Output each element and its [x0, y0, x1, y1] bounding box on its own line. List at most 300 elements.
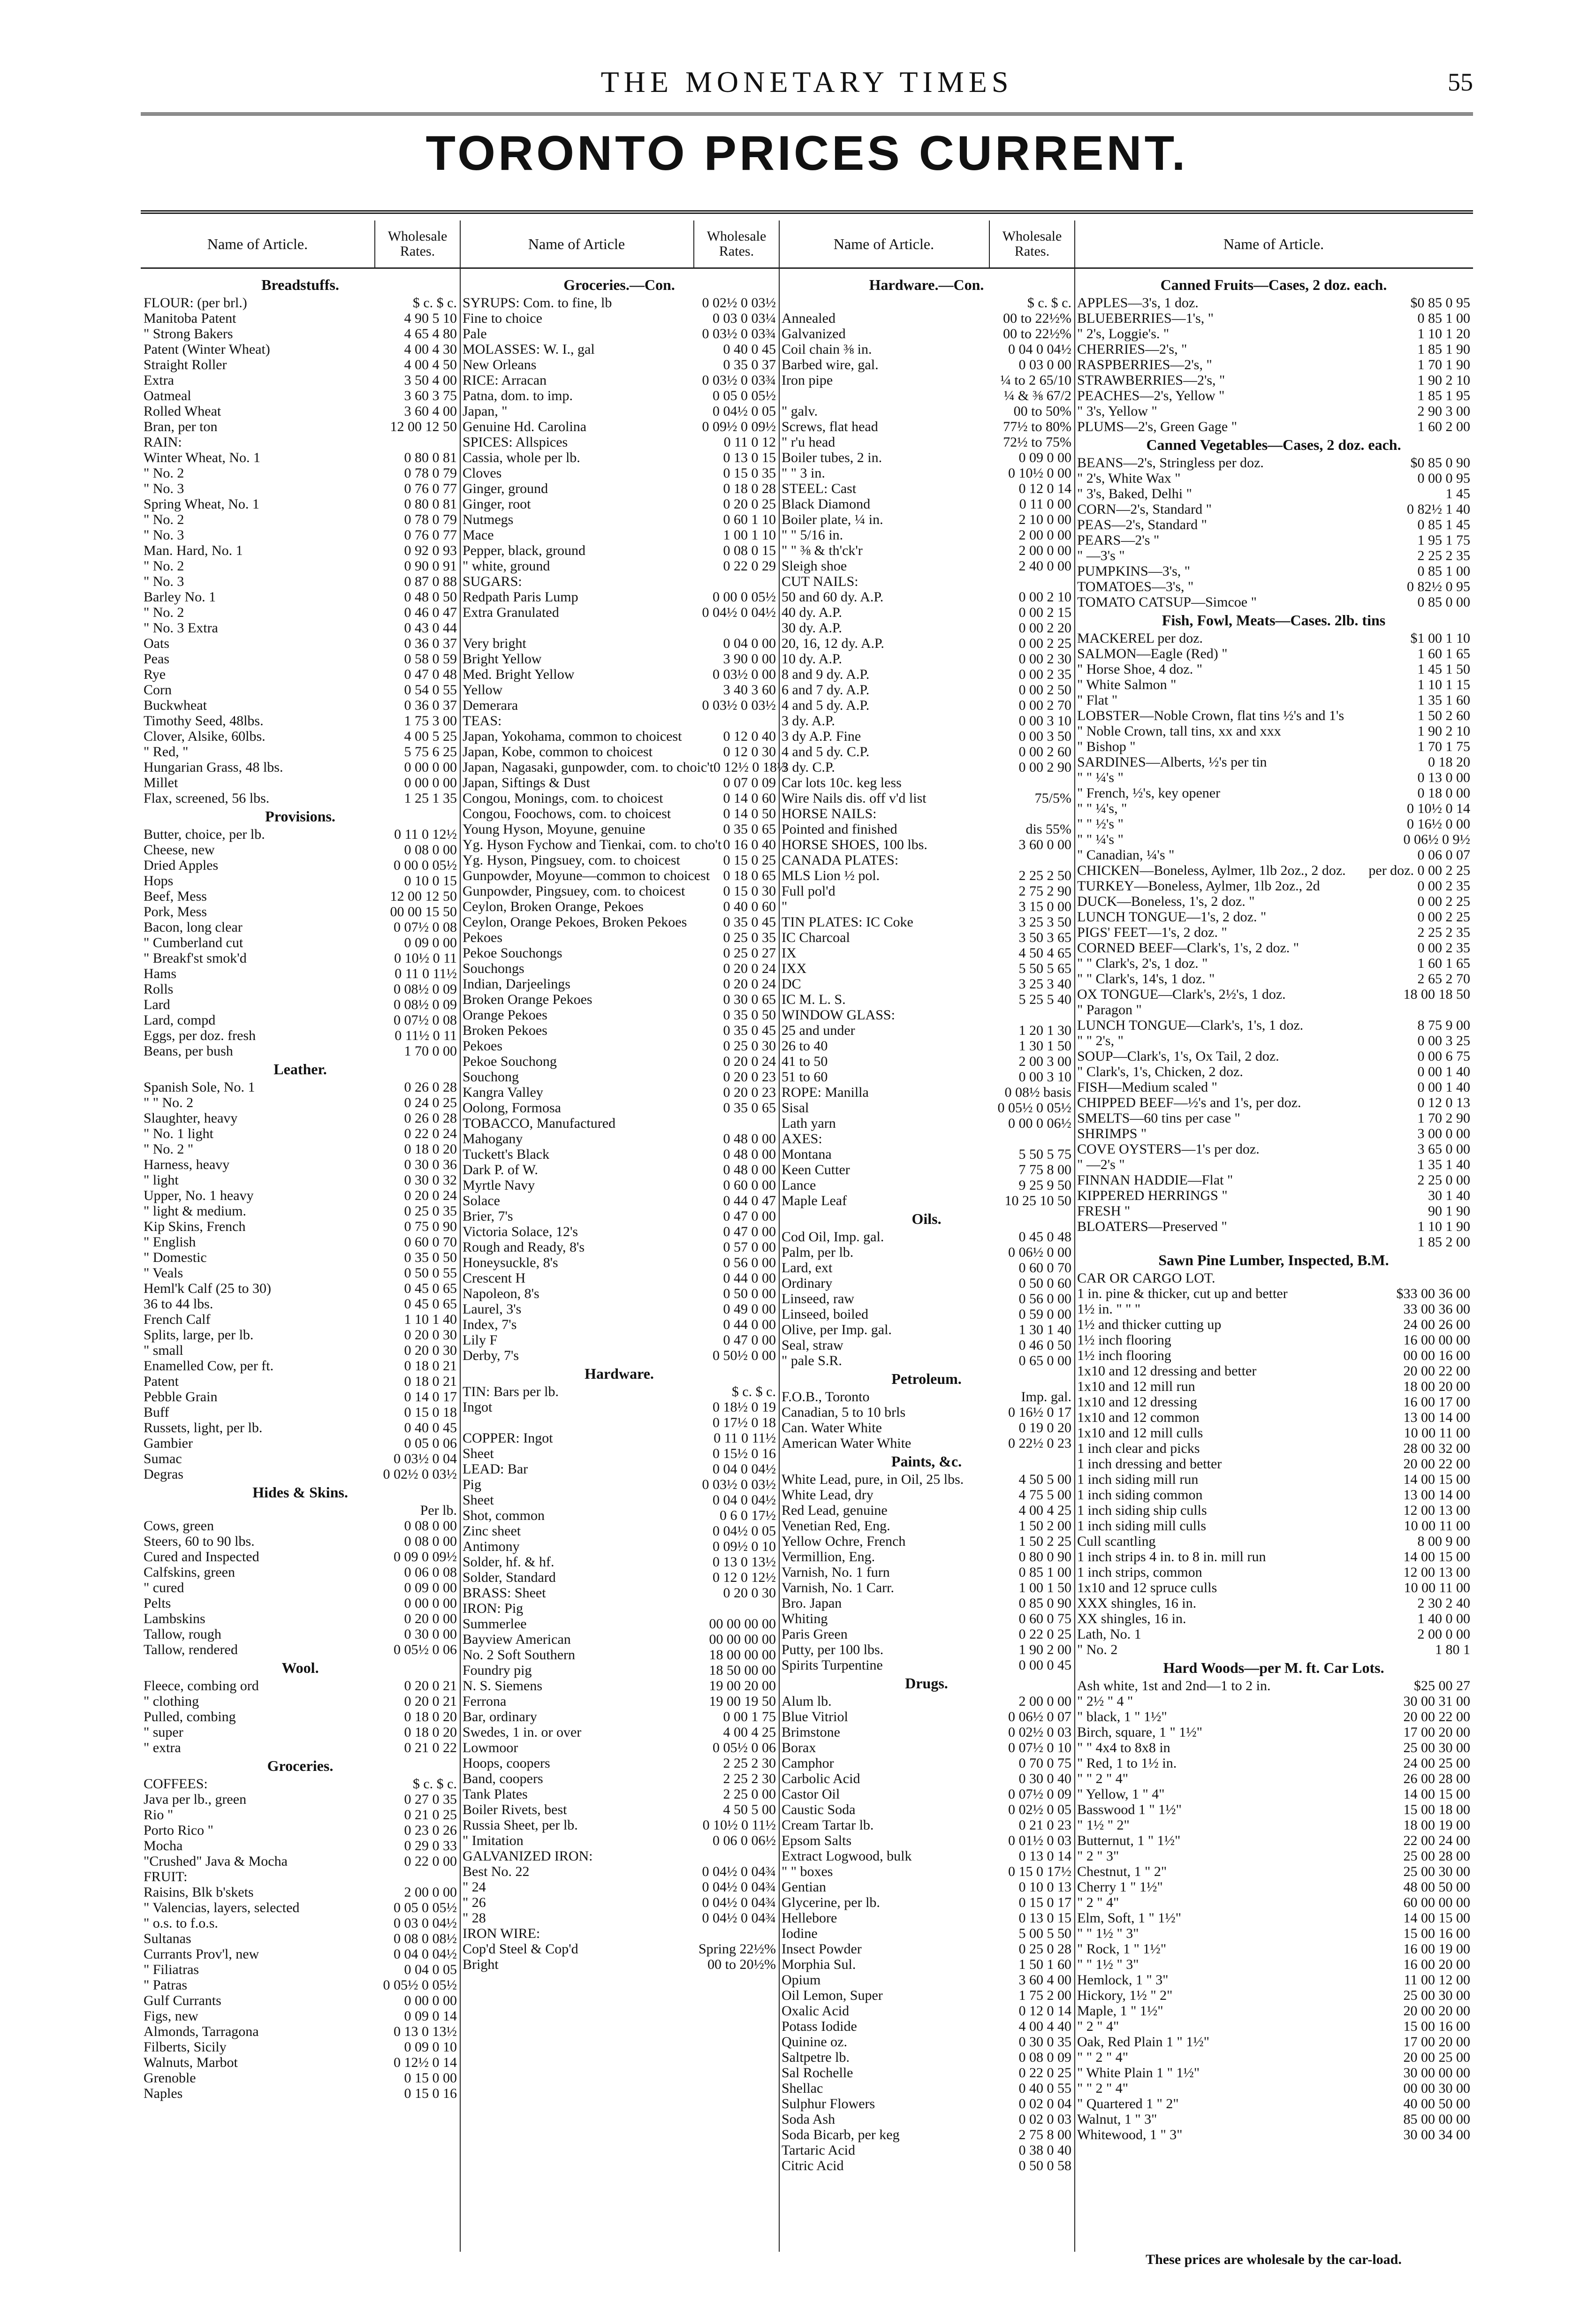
price-row: [141, 1838, 460, 1853]
section-title: Canned Fruits—Cases, 2 doz. each.: [1160, 276, 1387, 293]
price-row: [141, 450, 460, 465]
article-name: Ash white, 1st and 2nd—1 to 2 in.: [1077, 1678, 1271, 1694]
article-name: Manitoba Patent: [144, 311, 236, 326]
price-row: [779, 1306, 1074, 1322]
wholesale-rate: 0 20 0 24: [723, 961, 776, 976]
article-name: Boiler tubes, 2 in.: [782, 450, 882, 465]
price-row: [460, 1069, 779, 1085]
rate-header: Wholesale Rates.: [693, 220, 779, 267]
wholesale-rate: 0 15 0 18: [404, 1405, 457, 1420]
article-name: Naples: [144, 2086, 183, 2101]
wholesale-rate: 0 58 0 59: [404, 651, 457, 667]
wholesale-rate: 4 00 4 50: [404, 357, 457, 372]
article-name: " No. 2: [144, 558, 184, 574]
wholesale-rate: 0 00 3 10: [1018, 1069, 1071, 1085]
price-row: [460, 1162, 779, 1177]
wholesale-rate: [987, 806, 1074, 821]
price-row: [141, 1977, 460, 1993]
price-row: [779, 1771, 1074, 1786]
article-name: Clover, Alsike, 60lbs.: [144, 729, 266, 744]
price-row: [1074, 1755, 1473, 1771]
price-row: [460, 1461, 779, 1477]
price-row: [460, 930, 779, 945]
price-row: [1074, 1833, 1473, 1848]
price-row: [779, 1786, 1074, 1802]
wholesale-rate: 16 00 20 00: [1403, 1957, 1470, 1972]
article-name: IC M. L. S.: [782, 992, 846, 1007]
section-title: Fish, Fowl, Meats—Cases. 2lb. tins: [1162, 611, 1386, 629]
price-row: [779, 1580, 1074, 1595]
wholesale-rate: 26 00 28 00: [1403, 1771, 1470, 1786]
wholesale-rate: 0 30 0 35: [1018, 2034, 1071, 2050]
wholesale-rate: dis 55%: [1025, 821, 1071, 837]
price-row: [460, 481, 779, 496]
wholesale-rate: 3 15 0 00: [1018, 899, 1071, 914]
article-name: 1 inch siding ship culls: [1077, 1503, 1207, 1518]
price-row: [141, 919, 460, 935]
wholesale-rate: 0 20 0 25: [723, 496, 776, 512]
article-name: Japan, Nagasaki, gunpowder, com. to choic't: [463, 759, 714, 775]
article-name: 26 to 40: [782, 1038, 828, 1054]
wholesale-rate: 20 00 22 00: [1403, 1363, 1470, 1379]
wholesale-rate: 1 10 1 15: [1417, 677, 1470, 692]
article-name: Hungarian Grass, 48 lbs.: [144, 759, 283, 775]
price-row: [141, 1915, 460, 1931]
article-name: " —3's ": [1077, 548, 1125, 563]
wholesale-rate: 30 00 34 00: [1403, 2127, 1470, 2142]
article-name: Extra: [144, 372, 174, 388]
price-row: [1074, 342, 1473, 357]
price-row: [460, 1802, 779, 1817]
article-name: 25 and under: [782, 1023, 855, 1038]
wholesale-rate: 0 80 0 90: [1018, 1549, 1071, 1565]
price-row: [1074, 517, 1473, 532]
wholesale-rate: 0 00 3 25: [1417, 1033, 1470, 1048]
article-name: [779, 388, 987, 403]
price-row: [141, 2055, 460, 2070]
wholesale-rate: 0 05½ 0 05½: [997, 1100, 1071, 1116]
article-name: Pekoe Souchong: [463, 1054, 557, 1069]
price-row: [141, 589, 460, 605]
wholesale-rate: 12 00 13 00: [1403, 1503, 1470, 1518]
rate-header: Wholesale Rates.: [374, 220, 460, 267]
price-row: [779, 790, 1074, 806]
wholesale-rate: 2 00 0 00: [1018, 1694, 1071, 1709]
wholesale-rate: 1 10 1 20: [1417, 326, 1470, 342]
price-row: [141, 543, 460, 558]
wholesale-rate: 0 02½ 0 05: [1008, 1802, 1071, 1817]
wholesale-rate: 0 11 0 00: [1019, 496, 1071, 512]
price-row: [141, 481, 460, 496]
price-row: [779, 295, 1074, 311]
article-name: Patent: [144, 1374, 179, 1389]
price-row: [460, 744, 779, 759]
wholesale-rate: 0 60 0 00: [723, 1177, 776, 1193]
price-row: [141, 1626, 460, 1642]
column-header: [141, 220, 460, 269]
section-heading: [460, 274, 779, 295]
article-name: Tuckett's Black: [463, 1147, 550, 1162]
article-name: " No. 3: [144, 527, 184, 543]
article-name: Insect Powder: [782, 1941, 862, 1957]
wholesale-rate: 0 85 1 00: [1018, 1565, 1071, 1580]
price-row: [141, 729, 460, 744]
price-row: [141, 342, 460, 357]
wholesale-rate: 0 82½ 1 40: [1407, 501, 1470, 517]
price-row: [141, 744, 460, 759]
wholesale-rate: 4 75 5 00: [1018, 1487, 1071, 1503]
wholesale-rate: 0 18 0 00: [1417, 785, 1470, 801]
article-name: " " Clark's, 14's, 1 doz. ": [1077, 971, 1215, 987]
wholesale-rate: 0 17½ 0 18: [713, 1415, 776, 1430]
price-row: [1074, 987, 1473, 1002]
wholesale-rate: 1 85 2 00: [1417, 1234, 1470, 1250]
article-name: LEAD: Bar: [463, 1461, 528, 1477]
wholesale-rate: 2 10 0 00: [1018, 512, 1071, 527]
article-name: 3 dy. C.P.: [782, 759, 835, 775]
article-name: 1 inch clear and picks: [1077, 1441, 1200, 1456]
wholesale-rate: 18 00 19 00: [1403, 1817, 1470, 1833]
wholesale-rate: 15 00 16 00: [1403, 1926, 1470, 1941]
price-row: [779, 1802, 1074, 1817]
price-row: [460, 1895, 779, 1910]
wholesale-rate: 0 85 0 00: [1417, 594, 1470, 610]
price-row: [141, 1141, 460, 1157]
wholesale-rate: 0 00 0 00: [404, 759, 457, 775]
article-name: SPICES: Allspices: [463, 434, 568, 450]
wholesale-rate: 0 00 2 70: [1018, 698, 1071, 713]
price-row: [1074, 1503, 1473, 1518]
price-row: [1074, 1694, 1473, 1709]
price-row: [141, 1203, 460, 1219]
price-row: [141, 403, 460, 419]
wholesale-rate: 0 45 0 48: [1018, 1229, 1071, 1245]
article-name: Winter Wheat, No. 1: [144, 450, 260, 465]
wholesale-rate: 2 00 0 00: [1417, 1626, 1470, 1642]
wholesale-rate: 2 75 8 00: [1018, 2127, 1071, 2142]
wholesale-rate: 20 00 25 00: [1403, 2050, 1470, 2065]
article-name: Red Lead, genuine: [782, 1503, 888, 1518]
article-name: Cop'd Steel & Cop'd: [463, 1941, 578, 1957]
article-name: " Veals: [144, 1265, 183, 1281]
wholesale-rate: 0 60 0 70: [404, 1234, 457, 1250]
price-row: [779, 1518, 1074, 1534]
section-title: Petroleum.: [891, 1370, 962, 1387]
wholesale-rate: 0 06 0 07: [1417, 847, 1470, 863]
price-row: [779, 1988, 1074, 2003]
price-row: [779, 2158, 1074, 2173]
price-row: [460, 1585, 779, 1601]
wholesale-rate: 0 00 2 25: [1417, 894, 1470, 909]
price-row: [779, 465, 1074, 481]
price-row: [141, 2086, 460, 2101]
wholesale-rate: 0 30 0 65: [723, 992, 776, 1007]
section-heading: [1074, 1250, 1473, 1270]
article-name: 1 inch siding mill run: [1077, 1472, 1199, 1487]
article-name: 1½ in. " " ": [1077, 1301, 1141, 1317]
wholesale-rate: 0 92 0 93: [404, 543, 457, 558]
article-name: OX TONGUE—Clark's, 2½'s, 1 doz.: [1077, 987, 1286, 1002]
article-name: Extract Logwood, bulk: [782, 1848, 912, 1864]
article-name: Cream Tartar lb.: [782, 1817, 874, 1833]
price-row: [141, 1611, 460, 1626]
wholesale-rate: 0 85 1 00: [1417, 311, 1470, 326]
price-row: [141, 1724, 460, 1740]
price-row: [1074, 532, 1473, 548]
wholesale-rate: $ c. $ c.: [1027, 295, 1071, 311]
wholesale-rate: 2 65 2 70: [1417, 971, 1470, 987]
article-name: SUGARS:: [463, 574, 522, 589]
wholesale-rate: 0 35 0 45: [723, 1023, 776, 1038]
article-name: 1 in. pine & thicker, cut up and better: [1077, 1286, 1288, 1301]
price-row: [460, 1771, 779, 1786]
article-name: TURKEY—Boneless, Aylmer, 1lb 2oz., 2d: [1077, 878, 1320, 894]
article-name: TIN: Bars per lb.: [463, 1384, 559, 1399]
article-name: " 24: [463, 1879, 486, 1895]
wholesale-rate: 0 45 0 65: [404, 1296, 457, 1312]
wholesale-rate: 1 70 0 00: [404, 1043, 457, 1059]
article-name: PEACHES—2's, Yellow ": [1077, 388, 1225, 403]
wholesale-rate: 0 03 0 04½: [394, 1915, 457, 1931]
price-row: [460, 1415, 779, 1430]
price-row: [460, 1941, 779, 1957]
price-row: [1074, 1740, 1473, 1755]
price-row: [1074, 1802, 1473, 1817]
wholesale-rate: 0 20 0 30: [404, 1327, 457, 1343]
article-name: Lambskins: [144, 1611, 205, 1626]
wholesale-rate: 3 90 0 00: [723, 651, 776, 667]
price-row: [779, 759, 1074, 775]
price-row: [141, 1095, 460, 1110]
price-row: [779, 1100, 1074, 1116]
article-name: Patent (Winter Wheat): [144, 342, 270, 357]
price-list: [1074, 269, 1473, 2142]
article-name: Bacon, long clear: [144, 919, 243, 935]
price-row: [1074, 1332, 1473, 1348]
price-row: [1074, 1095, 1473, 1110]
wholesale-rate: 1 85 1 95: [1417, 388, 1470, 403]
wholesale-rate: 4 00 4 25: [1018, 1503, 1071, 1518]
article-name: " Yellow, 1 " 4": [1077, 1786, 1165, 1802]
wholesale-rate: 00 00 00 00: [709, 1616, 776, 1632]
article-name: Japan, Kobe, common to choicest: [463, 744, 653, 759]
article-name: " light & medium.: [144, 1203, 246, 1219]
wholesale-rate: 0 00 2 25: [1417, 909, 1470, 925]
article-name: Russets, light, per lb.: [144, 1420, 263, 1435]
price-row: [779, 1848, 1074, 1864]
article-name: Coil chain ⅜ in.: [782, 342, 872, 357]
price-row: [779, 589, 1074, 605]
article-name: " 3's, Yellow ": [1077, 403, 1157, 419]
wholesale-rate: 0 03½ 0 00: [713, 667, 776, 682]
price-row: [460, 1616, 779, 1632]
price-row: [460, 790, 779, 806]
article-name: " Rock, 1 " 1½": [1077, 1941, 1167, 1957]
price-row: [779, 992, 1074, 1007]
wholesale-rate: 0 26 0 28: [404, 1079, 457, 1095]
wholesale-rate: 0 82½ 0 95: [1407, 579, 1470, 594]
price-row: [141, 1776, 460, 1792]
price-row: [460, 1786, 779, 1802]
section-title: Provisions.: [265, 807, 335, 825]
article-name: SALMON—Eagle (Red) ": [1077, 646, 1228, 661]
price-row: [779, 729, 1074, 744]
wholesale-rate: 0 15 0 17½: [1008, 1864, 1071, 1879]
price-row: [779, 1337, 1074, 1353]
price-row: [460, 1399, 779, 1415]
article-name: COPPER: Ingot: [463, 1430, 553, 1446]
price-row: [1074, 754, 1473, 770]
column-divider: [1074, 220, 1075, 2252]
wholesale-rate: ¼ to 2 65/10: [1000, 372, 1071, 388]
wholesale-rate: 5 25 5 40: [1018, 992, 1071, 1007]
price-row: [460, 589, 779, 605]
price-row: [460, 1817, 779, 1833]
article-name: Cows, green: [144, 1518, 214, 1534]
wholesale-rate: 0 48 0 00: [723, 1147, 776, 1162]
article-name: 30 dy. A.P.: [782, 620, 842, 636]
price-row: [141, 698, 460, 713]
wholesale-rate: 0 04½ 0 04¾: [702, 1864, 776, 1879]
wholesale-rate: 0 20 0 24: [723, 1054, 776, 1069]
article-name: Sumac: [144, 1451, 182, 1466]
price-row: [141, 496, 460, 512]
price-row: [141, 574, 460, 589]
article-name: ROPE: Manilla: [782, 1085, 869, 1100]
article-name: 1 inch strips 4 in. to 8 in. mill run: [1077, 1549, 1266, 1565]
price-row: [460, 976, 779, 992]
wholesale-rate: 0 12½ 0 18½: [713, 759, 788, 775]
price-row: [1074, 1771, 1473, 1786]
wholesale-rate: 0 07½ 0 09: [1008, 1786, 1071, 1802]
article-name: Vermillion, Eng.: [782, 1549, 875, 1565]
section-title: Drugs.: [905, 1674, 948, 1692]
price-row: [141, 1296, 460, 1312]
price-row: [460, 1317, 779, 1332]
article-name: Iodine: [782, 1926, 818, 1941]
article-name: Oats: [144, 636, 169, 651]
section-heading: [141, 806, 460, 827]
wholesale-rate: 1 95 1 75: [1417, 532, 1470, 548]
article-name: Antimony: [463, 1539, 520, 1554]
wholesale-rate: 4 00 4 40: [1018, 2019, 1071, 2034]
price-row: [460, 1100, 779, 1116]
price-row: [460, 1332, 779, 1348]
article-name: " " 5/16 in.: [782, 527, 843, 543]
price-row: [141, 1931, 460, 1946]
price-row: [141, 1518, 460, 1534]
article-name: BRASS: Sheet: [463, 1585, 546, 1601]
article-name: PIGS' FEET—1's, 2 doz. ": [1077, 925, 1227, 940]
article-name: 41 to 50: [782, 1054, 828, 1069]
journal-title: THE MONETARY TIMES: [600, 65, 1013, 99]
wholesale-rate: 0 12 0 13: [1417, 1095, 1470, 1110]
article-name: Annealed: [782, 311, 835, 326]
article-name: Sheet: [463, 1446, 494, 1461]
article-name: Palm, per lb.: [782, 1245, 854, 1260]
price-row: [1074, 692, 1473, 708]
price-row: [460, 806, 779, 821]
article-name: Splits, large, per lb.: [144, 1327, 254, 1343]
wholesale-rate: 0 15 0 16: [404, 2086, 457, 2101]
article-name: Steers, 60 to 90 lbs.: [144, 1534, 255, 1549]
article-name: Maple Leaf: [782, 1193, 847, 1208]
article-name: IRON WIRE:: [463, 1926, 540, 1941]
price-row: [1074, 1301, 1473, 1317]
price-row: [460, 403, 779, 419]
article-name: Kangra Valley: [463, 1085, 543, 1100]
article-name: PEARS—2's ": [1077, 532, 1160, 548]
price-row: [141, 842, 460, 858]
price-row: [1074, 878, 1473, 894]
wholesale-rate: 0 38 0 40: [1018, 2142, 1071, 2158]
wholesale-rate: 0 09 0 00: [1018, 450, 1071, 465]
article-name: " " No. 2: [144, 1095, 194, 1110]
wholesale-rate: 0 22 0 29: [723, 558, 776, 574]
article-name: " 2's, Loggie's. ": [1077, 326, 1170, 342]
article-name: 20, 16, 12 dy. A.P.: [782, 636, 884, 651]
article-name: Ceylon, Orange Pekoes, Broken Pekoes: [463, 914, 687, 930]
price-row: [1074, 1941, 1473, 1957]
wholesale-rate: 1 10 1 40: [404, 1312, 457, 1327]
wholesale-rate: 77½ to 80%: [1003, 419, 1071, 434]
section-heading: [1074, 1657, 1473, 1678]
wholesale-rate: $0 85 0 90: [1410, 455, 1470, 471]
price-row: [1074, 1678, 1473, 1694]
article-name: " extra: [144, 1740, 181, 1755]
price-row: [779, 1322, 1074, 1337]
article-name: Nutmegs: [463, 512, 514, 527]
wholesale-rate: 0 00 2 20: [1018, 620, 1071, 636]
wholesale-rate: 17 00 20 00: [1403, 1724, 1470, 1740]
wholesale-rate: 0 21 0 22: [404, 1740, 457, 1755]
price-row: [460, 729, 779, 744]
wholesale-rate: 60 00 00 00: [1403, 1895, 1470, 1910]
wholesale-rate: 17 00 20 00: [1403, 2034, 1470, 2050]
wholesale-rate: 0 06 0 06½: [713, 1833, 776, 1848]
price-row: [779, 1941, 1074, 1957]
article-name: " clothing: [144, 1694, 199, 1709]
wholesale-rate: 4 00 4 30: [404, 342, 457, 357]
article-name: Pointed and finished: [782, 821, 897, 837]
wholesale-rate: 0 26 0 28: [404, 1110, 457, 1126]
price-row: [1074, 1048, 1473, 1064]
wholesale-rate: $ c. $ c.: [412, 295, 457, 311]
article-name: 1½ inch flooring: [1077, 1332, 1171, 1348]
wholesale-rate: 4 50 5 00: [1018, 1472, 1071, 1487]
wholesale-rate: 19 00 19 50: [709, 1694, 776, 1709]
price-row: [779, 481, 1074, 496]
article-name: Young Hyson, Moyune, genuine: [463, 821, 646, 837]
article-name: Venetian Red, Eng.: [782, 1518, 890, 1534]
article-name: " No. 3 Extra: [144, 620, 218, 636]
article-name: Spring Wheat, No. 1: [144, 496, 259, 512]
article-name: " Clark's, 1's, Chicken, 2 doz.: [1077, 1064, 1243, 1079]
price-row: [460, 713, 779, 729]
price-row: [460, 295, 779, 311]
price-row: [779, 1260, 1074, 1276]
price-row: [779, 357, 1074, 372]
wholesale-rate: 0 40 0 45: [723, 342, 776, 357]
article-name: Montana: [782, 1147, 832, 1162]
article-name: " " ¼'s ": [1077, 770, 1124, 785]
wholesale-rate: 0 45 0 65: [404, 1281, 457, 1296]
article-name: 6 and 7 dy. A.P.: [782, 682, 870, 698]
article-name: " Canadian, ¼'s ": [1077, 847, 1175, 863]
wholesale-rate: 0 00 2 10: [1018, 589, 1071, 605]
price-row: [141, 1250, 460, 1265]
price-row: [460, 1848, 779, 1864]
